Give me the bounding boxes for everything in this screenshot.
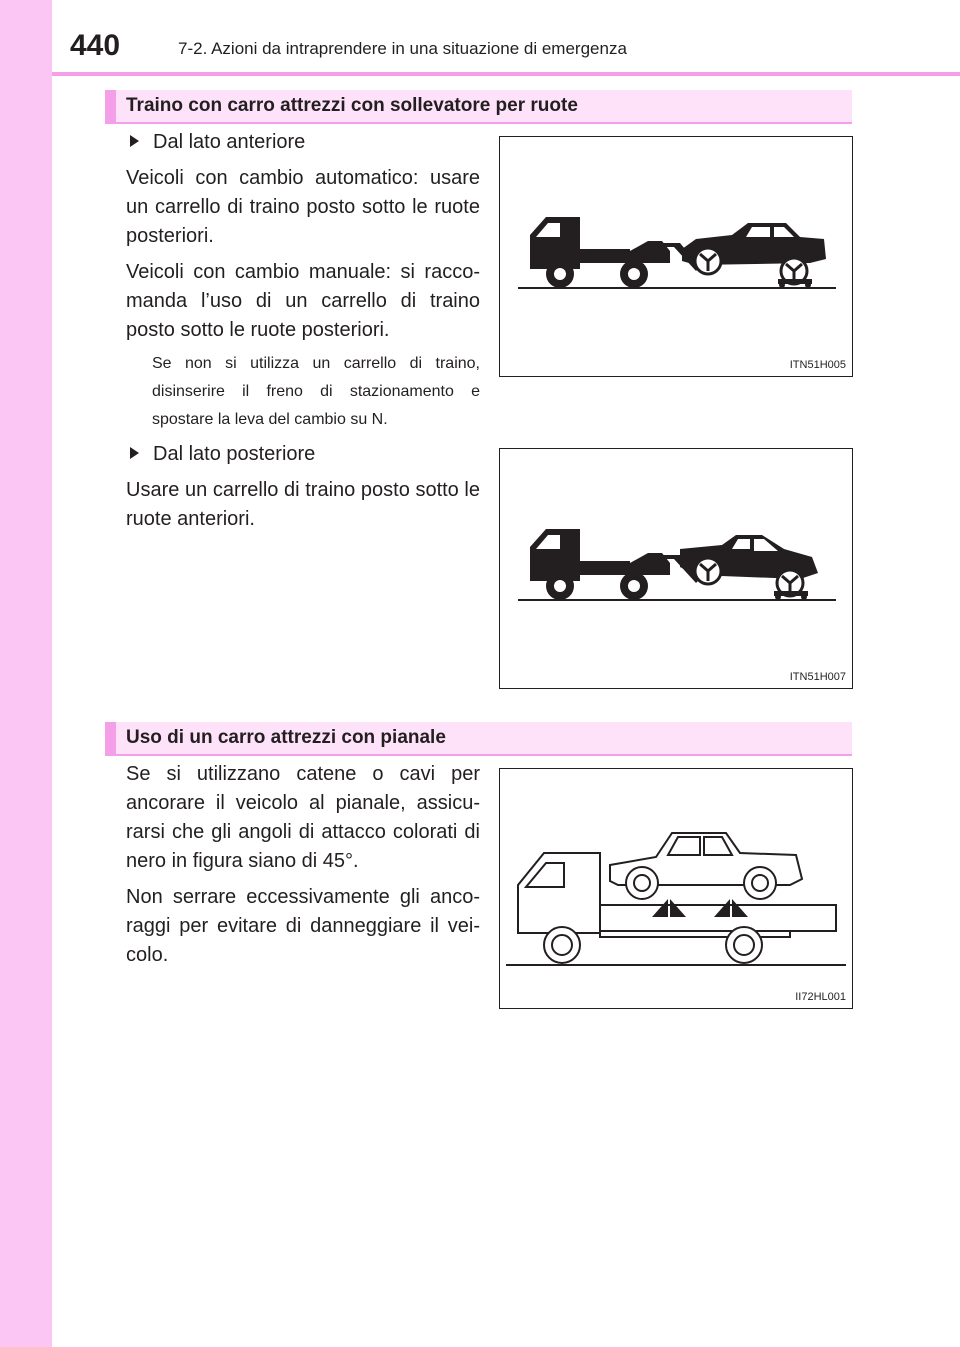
tow-front-illustration: [500, 137, 852, 376]
page-number: 440: [70, 29, 121, 62]
paragraph-automatic: Veicoli con cambio automatico: usare un carrello di traino posto sotto le ruote posteriori.: [126, 167, 480, 247]
triangle-bullet-icon: [130, 135, 139, 147]
figure-code: II72HL001: [795, 991, 846, 1003]
subhead-front: [126, 128, 305, 157]
section-accent-bar: [105, 90, 116, 122]
section-title: Traino con carro attrezzi con sollevatore per ruote: [126, 95, 578, 116]
side-color-strip: [0, 0, 52, 1347]
flatbed-text: [126, 760, 480, 970]
rear-text: [126, 476, 480, 534]
figure-flatbed: [499, 768, 853, 1009]
paragraph-anchoring-angle: Se si utilizzano catene o cavi per ancorare il veicolo al pianale, assicu-rarsi che gli angoli di attacco colorati di nero in figura siano di 45°.: [126, 763, 480, 872]
triangle-bullet-icon: [130, 447, 139, 459]
paragraph-tightening: Non serrare eccessivamente gli anco-raggi per evitare di danneggiare il vei-colo.: [126, 886, 480, 966]
subhead-rear: [126, 440, 315, 469]
paragraph-manual: Veicoli con cambio manuale: si racco-manda l’uso di un carrello di traino posto sotto le ruote posteriori.: [126, 261, 480, 341]
figure-code: ITN51H007: [789, 671, 846, 683]
section-heading-flatbed: [105, 722, 852, 756]
figure-tow-front: [499, 136, 853, 377]
figure-code: ITN51H005: [789, 359, 846, 371]
section-heading-wheel-lift: [105, 90, 852, 124]
front-text: [126, 164, 480, 345]
note-parking-brake: Se non si utilizza un carrello di traino, disinserire il freno di stazionamento e spostare la leva del cambio su N.: [152, 355, 480, 428]
flatbed-illustration: [500, 769, 852, 1008]
subhead-rear-label: Dal lato posteriore: [153, 443, 316, 465]
chapter-title: 7-2. Azioni da intraprendere in una situazione di emergenza: [178, 39, 627, 58]
subhead-front-label: Dal lato anteriore: [153, 131, 306, 153]
header-rule: [52, 72, 960, 76]
tow-rear-illustration: [500, 449, 852, 688]
paragraph-rear: Usare un carrello di traino posto sotto le ruote anteriori.: [126, 479, 480, 530]
section-title: Uso di un carro attrezzi con pianale: [126, 727, 446, 748]
figure-tow-rear: [499, 448, 853, 689]
section-accent-bar: [105, 722, 116, 754]
